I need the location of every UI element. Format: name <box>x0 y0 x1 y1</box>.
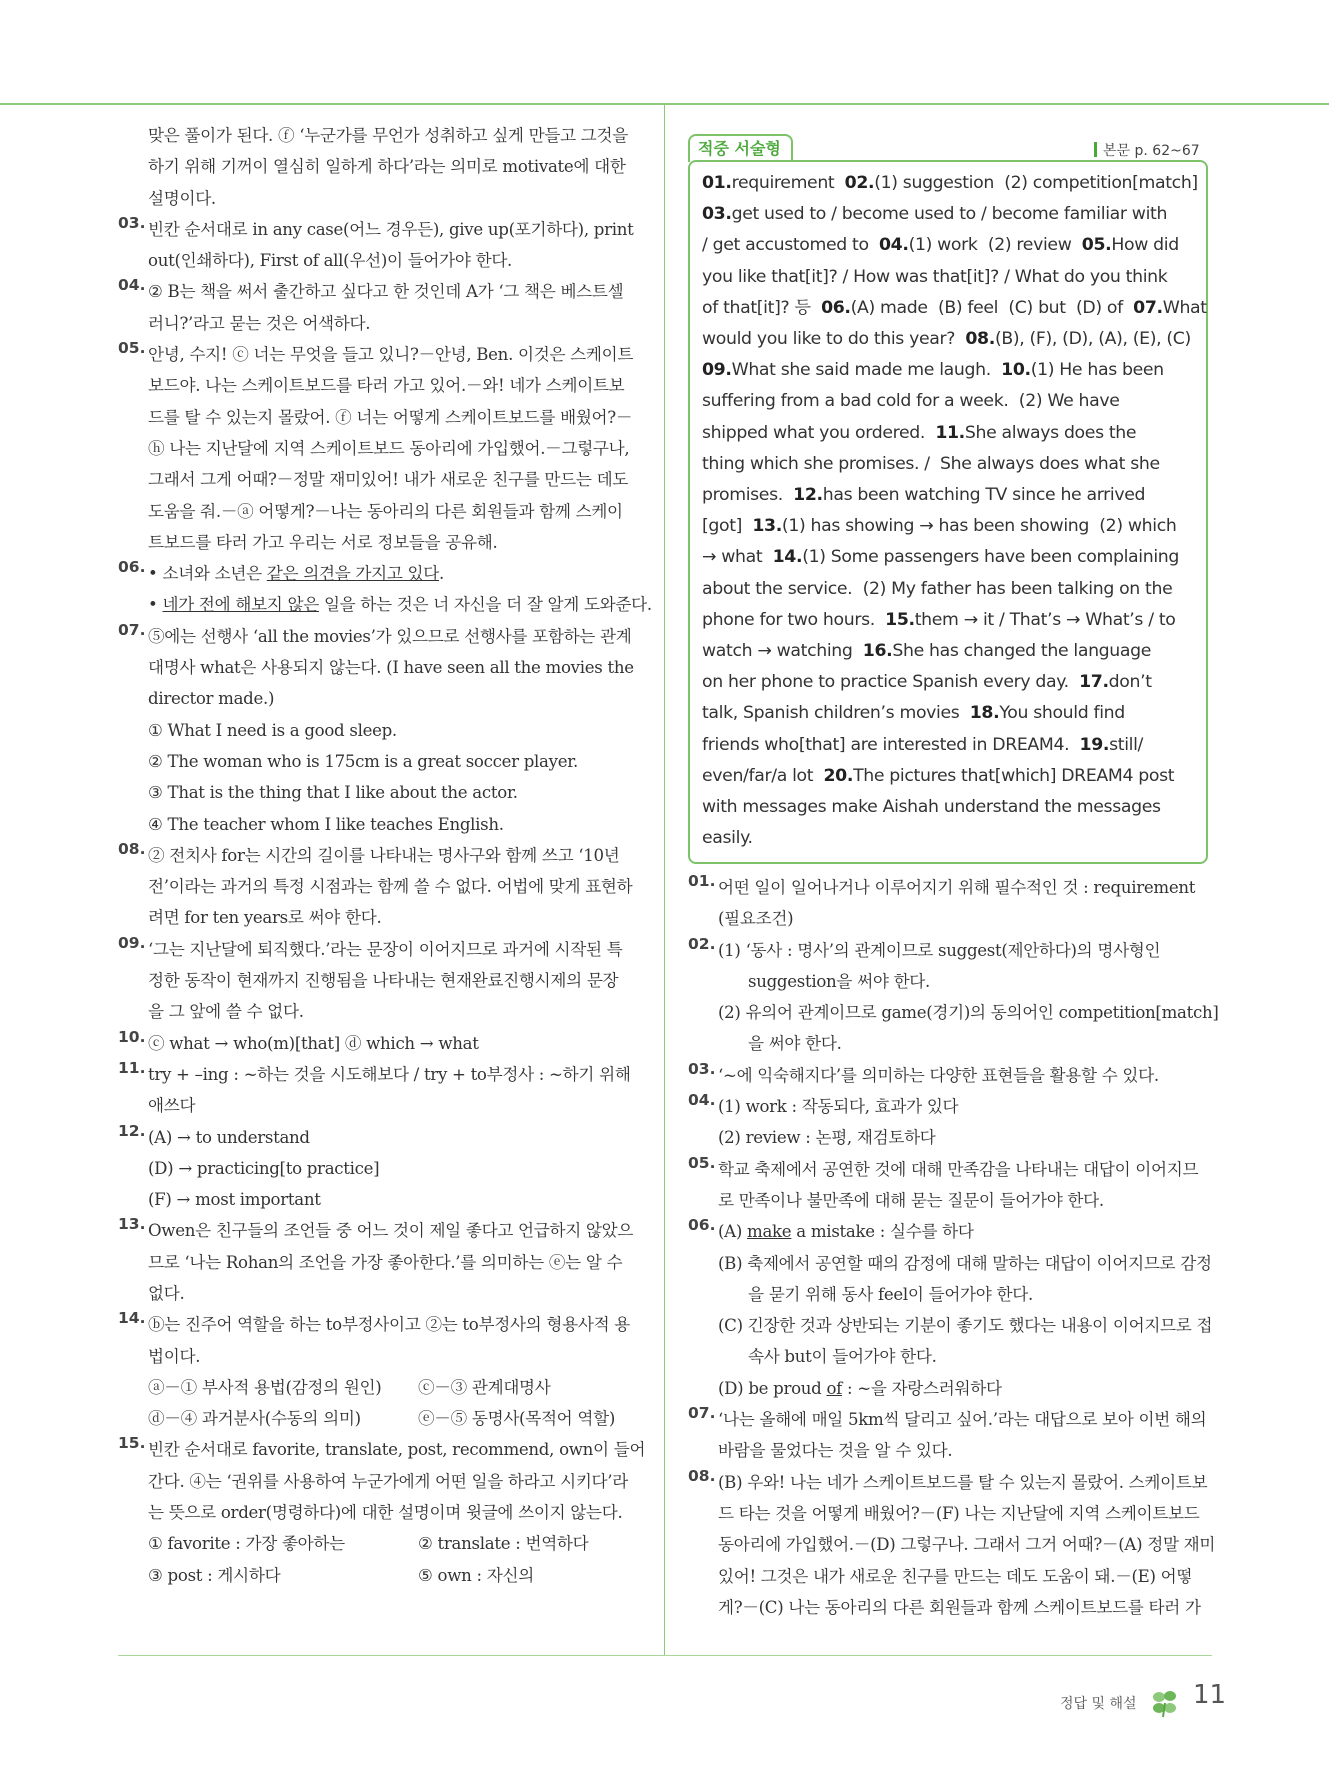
item-number: 13. <box>118 1215 146 1234</box>
answer-text: would you like to do this year? <box>702 329 966 350</box>
text-line: 는 뜻으로 order(명령하다)에 대한 설명이며 윗글에 쓰이지 않는다. <box>148 1503 623 1523</box>
answer-number: 04. <box>879 235 909 256</box>
text-span: (D) be proud <box>718 1378 827 1398</box>
answer-key-line <box>702 698 1196 729</box>
answer-text: (1) suggestion (2) competition[match] <box>874 173 1198 193</box>
explanation-07 <box>688 1404 1212 1467</box>
answer-key-line <box>702 667 1196 698</box>
answer-text: still/ <box>1109 734 1144 755</box>
answer-text: She has changed the language <box>892 641 1152 662</box>
explanation-06 <box>688 1216 1212 1404</box>
answer-number: 15. <box>885 609 915 630</box>
answer-number: 11. <box>935 422 965 443</box>
answer-06 <box>118 558 652 621</box>
text-line: 동아리에 가입했어.－(D) 그렇구나. 그래서 그거 어때?－(A) 정말 재미 <box>718 1535 1216 1555</box>
item-number: 04. <box>688 1091 716 1110</box>
answer-key-line <box>702 230 1196 261</box>
text-span: (A) <box>718 1222 748 1242</box>
answer-key-line <box>702 574 1196 605</box>
text-line: 빈칸 순서대로 favorite, translate, post, recommend, own이 들어 <box>148 1440 646 1460</box>
answer-key-box <box>688 160 1208 864</box>
answer-text: of that[it]? 등 <box>702 297 822 318</box>
text-line: 학교 축제에서 공연한 것에 대해 만족감을 나타내는 대답이 이어지므 <box>718 1159 1199 1179</box>
answer-number: 19. <box>1079 734 1110 755</box>
answer-text: How did <box>1111 235 1179 256</box>
item-number: 10. <box>118 1027 146 1046</box>
text-line: 대명사 what은 사용되지 않는다. (I have seen all the movies the <box>148 658 634 678</box>
answer-text: (1) Some passengers have been complaining <box>802 547 1180 568</box>
text-line: 도움을 줘.－ⓐ 어떻게?－나는 동아리의 다른 회원들과 함께 스케이 <box>148 501 623 521</box>
choice-text: ⓐ－① 부사적 용법(감정의 원인) <box>148 1377 382 1397</box>
explanation-01 <box>688 872 1212 935</box>
item-number: 05. <box>688 1153 716 1172</box>
text-span: • 소녀와 소년은 <box>148 564 267 584</box>
answer-12 <box>118 1122 641 1216</box>
answer-number: 03. <box>702 204 732 225</box>
item-number: 15. <box>118 1434 146 1453</box>
choice-text: ① favorite : 가장 좋아하는 <box>148 1534 345 1554</box>
text-line: 맞은 풀이가 된다. ⓕ ‘누군가를 무언가 성취하고 싶게 만들고 그것을 <box>148 126 628 145</box>
answer-text: / get accustomed to <box>702 235 879 256</box>
answer-text: (1) He has been <box>1030 360 1164 381</box>
answer-text: promises. <box>702 485 794 506</box>
answer-number: 07. <box>1133 297 1163 318</box>
text-line: (D) → practicing[to practice] <box>148 1158 380 1178</box>
answer-number: 06. <box>821 297 851 318</box>
text-line: ② B는 책을 써서 출간하고 싶다고 한 것인데 A가 ‘그 책은 베스트셀 <box>148 282 624 302</box>
footer-label: 정답 및 해설 <box>1060 1696 1137 1712</box>
text-line: ⓗ 나는 지난달에 지역 스케이트보드 동아리에 가입했어.－그렇구나, <box>148 438 630 458</box>
underlined-text: of <box>826 1378 843 1398</box>
answer-key-line <box>702 823 1196 854</box>
choice-pair <box>148 1403 641 1434</box>
text-line: 바람을 물었다는 것을 알 수 있다. <box>718 1441 953 1461</box>
explanation-03 <box>688 1060 1212 1091</box>
text-line <box>148 558 641 589</box>
text-line: 보드야. 나는 스케이트보드를 타러 가고 있어.－와! 네가 스케이트보 <box>148 376 625 396</box>
text-line: 드 타는 것을 어떻게 배웠어?－(F) 나는 지난달에 지역 스케이트보드 <box>718 1503 1200 1523</box>
answer-text: You should find <box>999 703 1125 724</box>
answer-text: What <box>1162 297 1207 318</box>
text-line: ‘~에 익숙해지다’를 의미하는 다양한 표현들을 활용할 수 있다. <box>718 1065 1159 1085</box>
item-number: 09. <box>118 933 146 952</box>
answer-08 <box>118 840 641 934</box>
choice-pair <box>148 1560 641 1591</box>
answer-07 <box>118 621 641 840</box>
text-line: 을 묻기 위해 동사 feel이 들어가야 한다. <box>748 1284 1033 1304</box>
underlined-text: 네가 전에 해보지 않은 <box>162 595 319 615</box>
choice-text: ⓒ－③ 관계대명사 <box>418 1377 551 1397</box>
text-line: 트보드를 타러 가고 우리는 서로 정보들을 공유해. <box>148 532 498 552</box>
text-line: 어떤 일이 일어나거나 이루어지기 위해 필수적인 것 : requirement <box>718 878 1196 897</box>
choice-text: ⓔ－⑤ 동명사(목적어 역할) <box>418 1409 616 1429</box>
text-line: ‘나는 올해에 매일 5km씩 달리고 싶어.’라는 대답으로 보아 이번 해의 <box>718 1410 1207 1430</box>
text-line: 전’이라는 과거의 특정 시점과는 함께 쓸 수 없다. 어법에 맞게 표현하 <box>148 877 633 897</box>
answer-text: them → it / That’s → What’s / to <box>914 609 1176 630</box>
text-line: 을 그 앞에 쓸 수 없다. <box>148 1002 304 1022</box>
answer-key-line <box>702 418 1196 449</box>
text-line: director made.) <box>148 689 275 709</box>
text-span: : ~을 자랑스러워하다 <box>842 1378 1002 1398</box>
answer-text: friends who[that] are interested in DREAM4. <box>702 734 1080 755</box>
text-line: 러니?’라고 묻는 것은 어색하다. <box>148 313 371 333</box>
item-number: 06. <box>118 558 146 577</box>
text-line: (A) → to understand <box>148 1127 310 1147</box>
answer-text: you like that[it]? / How was that[it]? / What do you think <box>702 266 1168 287</box>
choice-text: ② translate : 번역하다 <box>418 1534 589 1554</box>
answer-text: → what <box>702 547 773 568</box>
answer-key-line <box>702 542 1196 573</box>
underlined-text: make <box>747 1222 792 1242</box>
answer-number: 12. <box>793 485 823 506</box>
text-line <box>148 589 652 620</box>
answer-text: on her phone to practice Spanish every day. <box>702 672 1080 693</box>
text-line: Owen은 친구들의 조언들 중 어느 것이 제일 좋다고 언급하지 않았으 <box>148 1221 634 1241</box>
item-number: 07. <box>118 620 146 639</box>
explanation-04 <box>688 1091 1212 1154</box>
answer-text: (1) work (2) review <box>908 235 1082 256</box>
text-line: 안녕, 수지! ⓒ 너는 무엇을 들고 있니?－안녕, Ben. 이것은 스케이트 <box>148 345 634 365</box>
section-tab-title: 적중 서술형 <box>688 134 793 162</box>
answer-text: easily. <box>702 828 753 849</box>
text-line: 속사 but이 들어가야 한다. <box>748 1347 937 1367</box>
page-number: 11 <box>1193 1680 1227 1710</box>
clover-leaf-icon <box>1149 1688 1181 1718</box>
answer-text: about the service. (2) My father has been talking on the <box>702 578 1173 599</box>
text-line: ② 전치사 for는 시간의 길이를 나타내는 명사구와 함께 쓰고 ‘10년 <box>148 845 620 865</box>
item-number: 01. <box>688 872 716 890</box>
item-number: 08. <box>688 1466 716 1485</box>
text-line: 려면 for ten years로 써야 한다. <box>148 908 382 928</box>
item-number: 08. <box>118 839 146 858</box>
text-line: 므로 ‘나는 Rohan의 조언을 가장 좋아한다.’를 의미하는 ⓔ는 알 수 <box>148 1252 623 1272</box>
item-number: 14. <box>118 1309 146 1328</box>
answer-key-line <box>702 636 1196 667</box>
answer-key-line <box>702 730 1196 761</box>
explanation-05 <box>688 1154 1212 1217</box>
answer-key-line <box>702 605 1196 636</box>
answer-key-line <box>702 355 1196 386</box>
choice-text: ③ post : 게시하다 <box>148 1565 281 1585</box>
answer-text: get used to / become used to / become familiar with <box>731 204 1168 225</box>
answer-text: (B), (F), (D), (A), (E), (C) <box>994 329 1191 350</box>
answer-key-line <box>702 761 1196 792</box>
text-line: (F) → most important <box>148 1190 321 1210</box>
answer-key-line <box>702 449 1196 480</box>
text-line: ‘그는 지난달에 퇴직했다.’라는 문장이 이어지므로 과거에 시작된 특 <box>148 939 623 959</box>
answer-14 <box>118 1309 641 1434</box>
text-span: 일을 하는 것은 너 자신을 더 잘 알게 도와준다. <box>318 595 652 615</box>
answer-text: don’t <box>1108 672 1152 693</box>
answer-text: [got] <box>702 516 753 537</box>
text-line: 있어! 그것은 내가 새로운 친구를 만드는 데도 도움이 돼.－(E) 어떻 <box>718 1566 1193 1586</box>
item-number: 07. <box>688 1404 716 1423</box>
text-line <box>718 1216 1212 1247</box>
item-number: 12. <box>118 1121 146 1140</box>
item-number: 06. <box>688 1216 716 1235</box>
item-number: 04. <box>118 276 146 295</box>
answer-key-line <box>702 386 1196 417</box>
text-line: 빈칸 순서대로 in any case(어느 경우든), give up(포기하다), print <box>148 219 634 239</box>
text-line: (B) 우와! 나는 네가 스케이트보드를 탈 수 있는지 몰랐어. 스케이트보 <box>718 1472 1208 1492</box>
answer-text: (A) made (B) feel (C) but (D) of <box>850 297 1134 318</box>
text-line: (1) work : 작동되다, 효과가 있다 <box>718 1097 959 1117</box>
text-span: a mistake : 실수를 하다 <box>791 1222 974 1242</box>
text-line: 없다. <box>148 1283 185 1303</box>
text-line: 로 만족이나 불만족에 대해 묻는 질문이 들어가야 한다. <box>718 1190 1104 1210</box>
example-line: ③ That is the thing that I like about the actor. <box>148 783 518 803</box>
intro-continuation <box>118 120 641 214</box>
text-line: (2) review : 논평, 재검토하다 <box>718 1128 936 1148</box>
item-number: 05. <box>118 339 146 358</box>
text-line: suggestion을 써야 한다. <box>748 971 931 991</box>
answer-03 <box>118 214 641 277</box>
answer-number: 13. <box>752 516 782 537</box>
answer-key-line <box>702 511 1196 542</box>
answer-key-line <box>702 168 1196 199</box>
text-line: ⓑ는 진주어 역할을 하는 to부정사이고 ②는 to부정사의 형용사적 용 <box>148 1315 631 1335</box>
text-line: ⓒ what → who(m)[that] ⓓ which → what <box>148 1033 479 1053</box>
answer-number: 01. <box>702 173 732 193</box>
right-column-explanations <box>688 872 1219 1623</box>
answer-09 <box>118 934 641 1028</box>
text-line: (1) ‘동사 : 명사’의 관계이므로 suggest(제안하다)의 명사형인 <box>718 940 1161 960</box>
answer-key-line <box>702 324 1196 355</box>
choice-text: ⓓ－④ 과거분사(수동의 의미) <box>148 1409 361 1429</box>
text-line: 드를 탈 수 있는지 몰랐어. ⓕ 너는 어떻게 스케이트보드를 배웠어?－ <box>148 407 633 427</box>
explanation-02 <box>688 934 1219 1060</box>
text-span: . <box>439 564 445 584</box>
answer-number: 10. <box>1001 360 1031 381</box>
text-line: (필요조건) <box>718 909 794 929</box>
answer-04 <box>118 276 641 339</box>
text-line: (C) 긴장한 것과 상반되는 기분이 좋기도 했다는 내용이 이어지므로 접 <box>718 1316 1213 1336</box>
underlined-text: 같은 의견을 가지고 있다 <box>266 564 440 584</box>
example-line: ② The woman who is 175cm is a great soccer player. <box>148 751 579 771</box>
answer-number: 18. <box>969 703 1000 724</box>
answer-text: The pictures that[which] DREAM4 post <box>853 765 1175 786</box>
answer-key-line <box>702 199 1196 230</box>
explanation-08 <box>688 1466 1216 1623</box>
answer-text: What she said made me laugh. <box>731 360 1002 381</box>
answer-number: 02. <box>844 173 875 193</box>
text-line: 하기 위해 기꺼이 열심히 일하게 하다’라는 의미로 motivate에 대한 <box>148 157 626 177</box>
answer-text: She always does the <box>964 422 1137 443</box>
answer-number: 05. <box>1081 235 1112 256</box>
answer-key-line <box>702 792 1196 823</box>
reference-bar <box>1094 142 1097 157</box>
answer-text: shipped what you ordered. <box>702 422 936 443</box>
text-line: (2) 유의어 관계이므로 game(경기)의 동의어인 competition[match] <box>718 1003 1219 1023</box>
answer-11 <box>118 1059 641 1122</box>
answer-05 <box>118 339 641 558</box>
answer-text: even/far/a lot <box>702 765 824 786</box>
answer-10 <box>118 1028 641 1059</box>
item-number: 03. <box>118 213 146 232</box>
text-line: out(인쇄하다), First of all(우선)이 들어가야 한다. <box>148 251 513 271</box>
text-line: 법이다. <box>148 1346 201 1366</box>
text-span: • <box>148 595 163 615</box>
answer-key-line <box>702 293 1207 324</box>
answer-13 <box>118 1215 641 1309</box>
choice-pair <box>148 1372 641 1403</box>
answer-number: 08. <box>965 329 995 350</box>
answer-text: has been watching TV since he arrived <box>822 485 1146 506</box>
text-line: 게?－(C) 나는 동아리의 다른 회원들과 함께 스케이트보드를 타러 가 <box>718 1597 1201 1617</box>
answer-text: thing which she promises. / She always does what she <box>702 453 1160 474</box>
column-divider <box>664 105 665 1655</box>
choice-pair <box>148 1528 641 1559</box>
text-line: 을 써야 한다. <box>748 1034 842 1054</box>
bottom-rule <box>118 1655 1212 1656</box>
answer-number: 16. <box>862 641 893 662</box>
example-line: ① What I need is a good sleep. <box>148 720 397 740</box>
answer-text: suffering from a bad cold for a week. (2) We have <box>702 391 1120 412</box>
answer-15 <box>118 1434 646 1590</box>
text-line: 애쓰다 <box>148 1096 196 1116</box>
answer-text: (1) has showing → has been showing (2) which <box>781 516 1177 537</box>
text-line: 그래서 그게 어때?－정말 재미있어! 내가 새로운 친구를 만드는 데도 <box>148 470 629 490</box>
answer-key-line <box>702 262 1196 293</box>
choice-text: ⑤ own : 자신의 <box>418 1565 534 1585</box>
text-line: 정한 동작이 현재까지 진행됨을 나타내는 현재완료진행시제의 문장 <box>148 971 619 991</box>
text-line: try + –ing : ~하는 것을 시도해보다 / try + to부정사 : ~하기 위해 <box>148 1064 631 1084</box>
text-line: 간다. ④는 ‘권위를 사용하여 누군가에게 어떤 일을 하라고 시키다’라 <box>148 1471 628 1491</box>
answer-text: requirement <box>731 173 845 193</box>
answer-text: watch → watching <box>702 641 863 662</box>
reference-text: 본문 p. 62~67 <box>1103 143 1200 159</box>
text-line: 설명이다. <box>148 188 216 208</box>
text-line <box>718 1373 1212 1404</box>
answer-text: with messages make Aishah understand the messages <box>702 797 1161 818</box>
answer-key-line <box>702 480 1196 511</box>
answer-text: phone for two hours. <box>702 609 886 630</box>
page-reference <box>1094 140 1200 160</box>
answer-number: 20. <box>823 765 854 786</box>
item-number: 03. <box>688 1059 716 1078</box>
answer-number: 09. <box>702 360 732 381</box>
item-number: 11. <box>118 1058 146 1077</box>
text-line: ⑤에는 선행사 ‘all the movies’가 있으므로 선행사를 포함하는 관계 <box>148 626 632 646</box>
text-line: (B) 축제에서 공연할 때의 감정에 대해 말하는 대답이 이어지므로 감정 <box>718 1253 1212 1273</box>
answer-text: talk, Spanish children’s movies <box>702 703 970 724</box>
answer-number: 14. <box>772 547 803 568</box>
left-column <box>118 120 652 1591</box>
example-line: ④ The teacher whom I like teaches English. <box>148 814 504 834</box>
item-number: 02. <box>688 934 716 953</box>
answer-number: 17. <box>1079 672 1109 693</box>
